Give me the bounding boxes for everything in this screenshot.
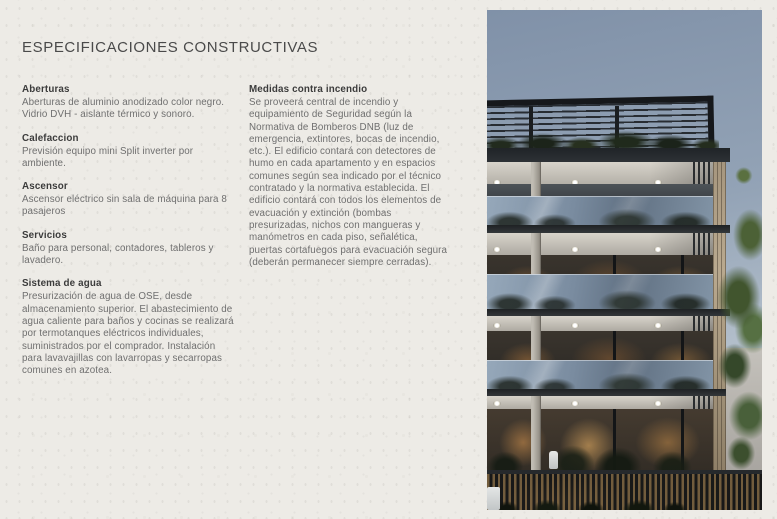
section-sistema-de-agua xyxy=(22,278,238,377)
section-heading: Aberturas xyxy=(22,84,70,95)
section-body: Aberturas de aluminio anodizado color negro. Vidrio DVH - aislante térmico y sonoro. xyxy=(22,97,225,121)
ceiling-light xyxy=(654,323,662,328)
section-ascensor xyxy=(22,181,238,219)
balcony-soffit xyxy=(487,316,713,331)
ceiling-light xyxy=(571,247,579,252)
section-body: Presurización de agua de OSE, desde almacenamiento superior. El abastecimiento de agua caliente para baños y cocinas se realizará por termotanques eléctricos individuales, suministrados por el comprador. Instalación para lavavajillas con lavarropas y secarropas comunes en azotea. xyxy=(22,291,234,377)
page-title: ESPECIFICACIONES CONSTRUCTIVAS xyxy=(22,39,319,56)
concrete-pillar xyxy=(531,396,541,470)
glass-balustrade xyxy=(487,274,713,309)
balcony-plants xyxy=(487,206,713,227)
section-heading: Ascensor xyxy=(22,181,68,193)
section-calefaccion xyxy=(22,133,238,171)
section-aberturas xyxy=(22,84,238,122)
floor-slab xyxy=(487,309,730,316)
balcony-plants xyxy=(487,370,713,391)
ceiling-light xyxy=(654,247,662,252)
section-heading: Sistema de agua xyxy=(22,278,102,290)
glass-balustrade xyxy=(487,196,713,227)
section-medidas-contra-incendio xyxy=(249,84,448,269)
section-heading: Servicios xyxy=(22,229,67,241)
section-heading: Calefaccion xyxy=(22,132,79,144)
facade-floor-ground xyxy=(487,396,713,470)
section-servicios xyxy=(22,230,238,268)
section-body: Ascensor eléctrico sin sala de máquina para 8 pasajeros xyxy=(22,194,227,218)
facade-floor-3 xyxy=(487,233,713,316)
roof-fascia xyxy=(487,148,730,162)
ground-floor-windows xyxy=(487,409,713,470)
tree-foliage xyxy=(697,160,762,472)
ceiling-light xyxy=(493,323,501,328)
section-heading: Medidas contra incendio xyxy=(249,84,368,95)
white-vase xyxy=(549,451,558,469)
glass-balustrade xyxy=(487,360,713,391)
specs-column-right xyxy=(249,84,448,280)
white-planter xyxy=(487,487,500,510)
ceiling-light xyxy=(571,323,579,328)
specs-column-left xyxy=(22,84,238,388)
facade-floor-2 xyxy=(487,316,713,396)
ceiling-light xyxy=(493,401,501,406)
balcony-soffit xyxy=(487,396,713,409)
balcony-plants xyxy=(487,285,713,309)
street-grasses xyxy=(487,494,687,510)
balcony-soffit xyxy=(487,233,713,255)
facade-floor-4 xyxy=(487,162,713,233)
section-body: Previsión equipo mini Split inverter por ambiente. xyxy=(22,145,194,169)
section-body: Se proveerá central de incendio y equipamiento de Seguridad según la Normativa de Bomberos DNB (luz de emergencia, extintores, bocas de incendio, etc.). El edificio contará con detectores de humo en cada apartamento y en espacios comunes según sea indicado por el técnico contratado y la normativa establecida. El edificio contará con todos los elementos de evacuación y extinción (bombas presurizadas, nichos con mangueras y manómetros en cada piso, señalética, puertas cortafuegos para evacuación segura (deberán permanecer siempre cerradas). xyxy=(249,97,448,268)
ceiling-light xyxy=(571,401,579,406)
floor-slab xyxy=(487,389,730,396)
building-render-photo xyxy=(487,10,762,510)
ceiling-light xyxy=(654,401,662,406)
ceiling-light xyxy=(493,247,501,252)
floor-slab xyxy=(487,225,730,233)
section-body: Baño para personal, contadores, tableros y lavadero. xyxy=(22,242,214,267)
